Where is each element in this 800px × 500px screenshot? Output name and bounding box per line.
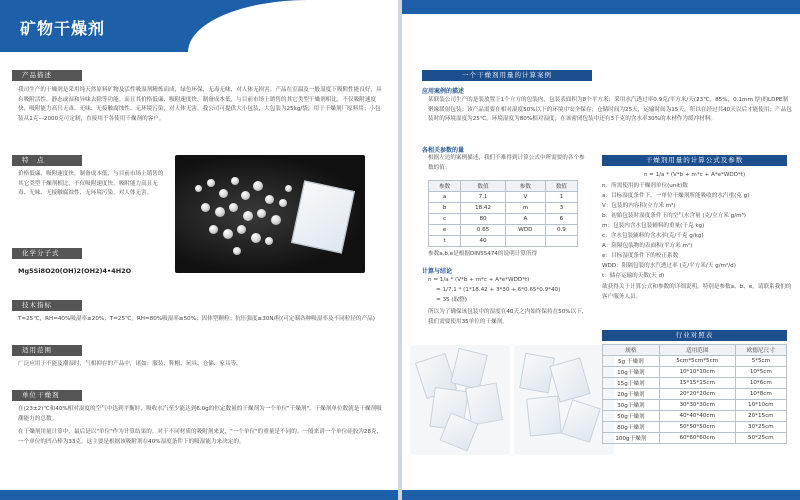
table-row: e 0.65 WDD 0.9 [429,225,578,236]
table-row: 20g干燥剂 20*20*20cm 10*8cm [603,389,787,400]
section-header-case: 一个干燥剂用量的计算案例 [422,70,592,81]
table-row: 5g 干燥剂 5cm*5cm*5cm 5*5cm [603,356,787,367]
case-background-text: 某联装公司生产的是装放置于1个立方的包装内，包装表面积为8个平方米；采用水汽透过率0.9克/平方米/天(23℃，85%，0.1mm 厚)的LDPE制聚缘缓射包装；该产品需要在相对湿度50%以下的环境中安全保存；仓储时间为25天，运输时间为15天，所以在经过共40天以后才能使用；产品包装时的环境湿度为25℃，环境湿度为80%相对湿度；在该密闭包装中还有3千克的含水率30%的木材作为缓冲材料。 [428,97,792,122]
industry-table [602,344,787,444]
section-header-specs: 技术指标 [12,300,82,311]
param-header: 参数 [429,181,461,192]
table-row: 100g干燥剂 60*60*60cm 50*25cm [603,433,787,444]
desiccant-beads-photo [175,155,365,273]
param-header: 数值 [545,181,577,192]
page-title: 矿物干燥剂 [20,19,106,38]
formula-contact-note: 欲获得关于计算公式和参数的详细说明，特别是参数a、b、e，请联系我们的客户服务人员。 [602,284,792,300]
section-header-description: 产品描述 [12,70,82,81]
spec-header: 适用范围 [659,345,735,356]
params-text: 根据左边的案例描述，我们不难得到计算公式中所需要的各个参数的值： [428,155,585,171]
calc-line-2: = 1/7.1 * (1*18.42 + 3*30 + 6*0.65*0.9*40) [436,287,561,293]
case-background-title: 应用案例的描述 [422,88,465,95]
specs-text: T=25℃，RH=40%吸湿率≥20%；T=25℃，RH=80%吸湿率≥50%；因体型颗粒；抗压强度≥30N/粒(可定制各种吸湿率及不同粒径的产品) [18,316,375,322]
footer-band [402,490,800,500]
section-header-formula-params: 干燥剂用量的计算公式及参数 [602,155,787,166]
table-row: b 18.42 m 3 [429,203,578,214]
unit-text-2: 在干燥剂用量计算中，最后是以"单位"作为计算结果的。对于不同材质的吸附剂来说，"一个单位"的重量是不同的。一般来讲一个单位硅胶为28克，一个单位的凹凸棒为33克。这主要是根据该吸附剂在40%湿度条件下的吸湿能力来决定的。 [18,429,383,445]
table-row: 10g干燥剂 10*10*10cm 10*5cm [603,367,787,378]
left-page [0,0,398,500]
formula-main: n = 1/a * (V*b + m*c + A*e*WDD*t) [643,172,746,178]
formula-param-m: m：包装内含水包装辅料的重量(千克 kg) [602,223,705,229]
section-header-features: 特 点 [12,155,82,166]
formula-param-b: b：初始包装时湿度条件下的空气水含量 (克/立方米 g/m³) [602,213,746,219]
params-table [428,180,578,247]
section-header-industry-table: 行业对照表 [602,330,787,341]
right-page [402,0,800,500]
table-row: 80g干燥剂 50*50*50cm 30*25cm [603,422,787,433]
formula-param-a: a：目标湿度条件下，一单位干燥剂所能吸收的水汽重(克 g) [602,193,750,199]
calc-title: 计算与结论 [422,268,453,275]
title-banner [0,0,398,52]
top-band [402,0,800,14]
description-text: 我司生产的干燥剂是采用纯天然原料矿物及活性吸湿剂精炼而成，绿色环保，无毒无味，对人体无损害。产品在室温及一般湿度下吸附性能良好，具有吸附活性，静态或湿和异味去除等功能。而且其价格低廉、吸附速度快，制备成本低，与目前市场上销售的其它类型干燥剂相比，不仅吸附速度快，吸附能力高且无毒、无味、无接触腐蚀性、无环境污染，对人体无害。我公司可提供大小包装，大包装为25kg/袋，用于干燥剂厂原料用；小包装从1克—2000克可定制，直接用于各使用干燥剂的客户。 [18,87,382,122]
chemical-formula: Mg5Si8O20(OH)2(OH2)4•4H2O [18,267,132,275]
usage-text: 广泛应用于不能及潮湿时，气相抑存的产品中，诸如：服装、鞋帽、玩具、仓储、家具等。 [18,361,242,367]
spec-header: 规格 [603,345,660,356]
formula-param-a-area: A：阻隔包装物的表面积(平方米 m²) [602,243,693,249]
calc-line-1: n = 1/a * (V*b + m*c + A*e*WDD*t) [428,277,530,283]
param-header: 参数 [505,181,545,192]
section-header-unit: 单位干燥剂 [12,390,82,401]
calc-conclusion: 所以为了确保该包装中的湿度在40天之内始终保持在50%以下，我们需要使用35单位的干燥剂。 [428,309,588,325]
formula-param-e: e：目标湿度条件下的校正系数 [602,253,679,259]
formula-param-c: c：含水包装辅料的含水率(克/千克 g/kg) [602,233,704,239]
calc-line-3: = 35 (取整) [436,297,467,303]
param-header: 数值 [461,181,506,192]
formula-param-v: V：包装的内容积(立方米 m³) [602,203,676,209]
section-header-usage: 适用范围 [12,345,82,356]
section-header-formula: 化学分子式 [12,248,82,259]
params-title: 各相关参数的量 [422,147,465,154]
table-row: c 80 A 6 [429,214,578,225]
params-note: 参数a,b,e是根据DIN55474的说明计算所得 [428,251,538,257]
table-row: a 7.1 V 1 [429,192,578,203]
desiccant-sachets-photo [410,345,510,455]
table-row: 30g干燥剂 30*30*30cm 10*10cm [603,400,787,411]
spec-header: 欧德尼尺寸 [735,345,786,356]
footer-band [0,490,398,500]
formula-param-wdd: WDD：阻隔包装的水汽透过率 (克/平方米/天 g/m²/d) [602,263,736,269]
formula-param-n: n：所需使用的干燥剂单位(unit)数 [602,183,688,189]
table-row: 15g干燥剂 15*15*15cm 10*6cm [603,378,787,389]
table-row: 50g干燥剂 40*40*40cm 20*15cm [603,411,787,422]
formula-param-t: t：储存运输的天数(天 d) [602,273,665,279]
unit-text-1: 在(23±2)℃和40%相对湿度的空气中达到平衡时，吸收水汽至少能达到6.0g的恒定数量的干燥剂为一个单位"干燥剂"。干燥剂单位数就是干燥剂吸潮能力的总数。 [18,406,382,422]
table-row: t 40 [429,236,578,247]
features-text: 价格低廉、吸附速度快，制备成本低，与目前市场上销售的其它类型干燥剂相比，不仅吸附速度快，吸附能力高且无毒、无味、无接触腐蚀性、无环境污染，对人体无害。 [18,171,164,196]
desiccant-sachets-photo-2 [514,345,614,455]
